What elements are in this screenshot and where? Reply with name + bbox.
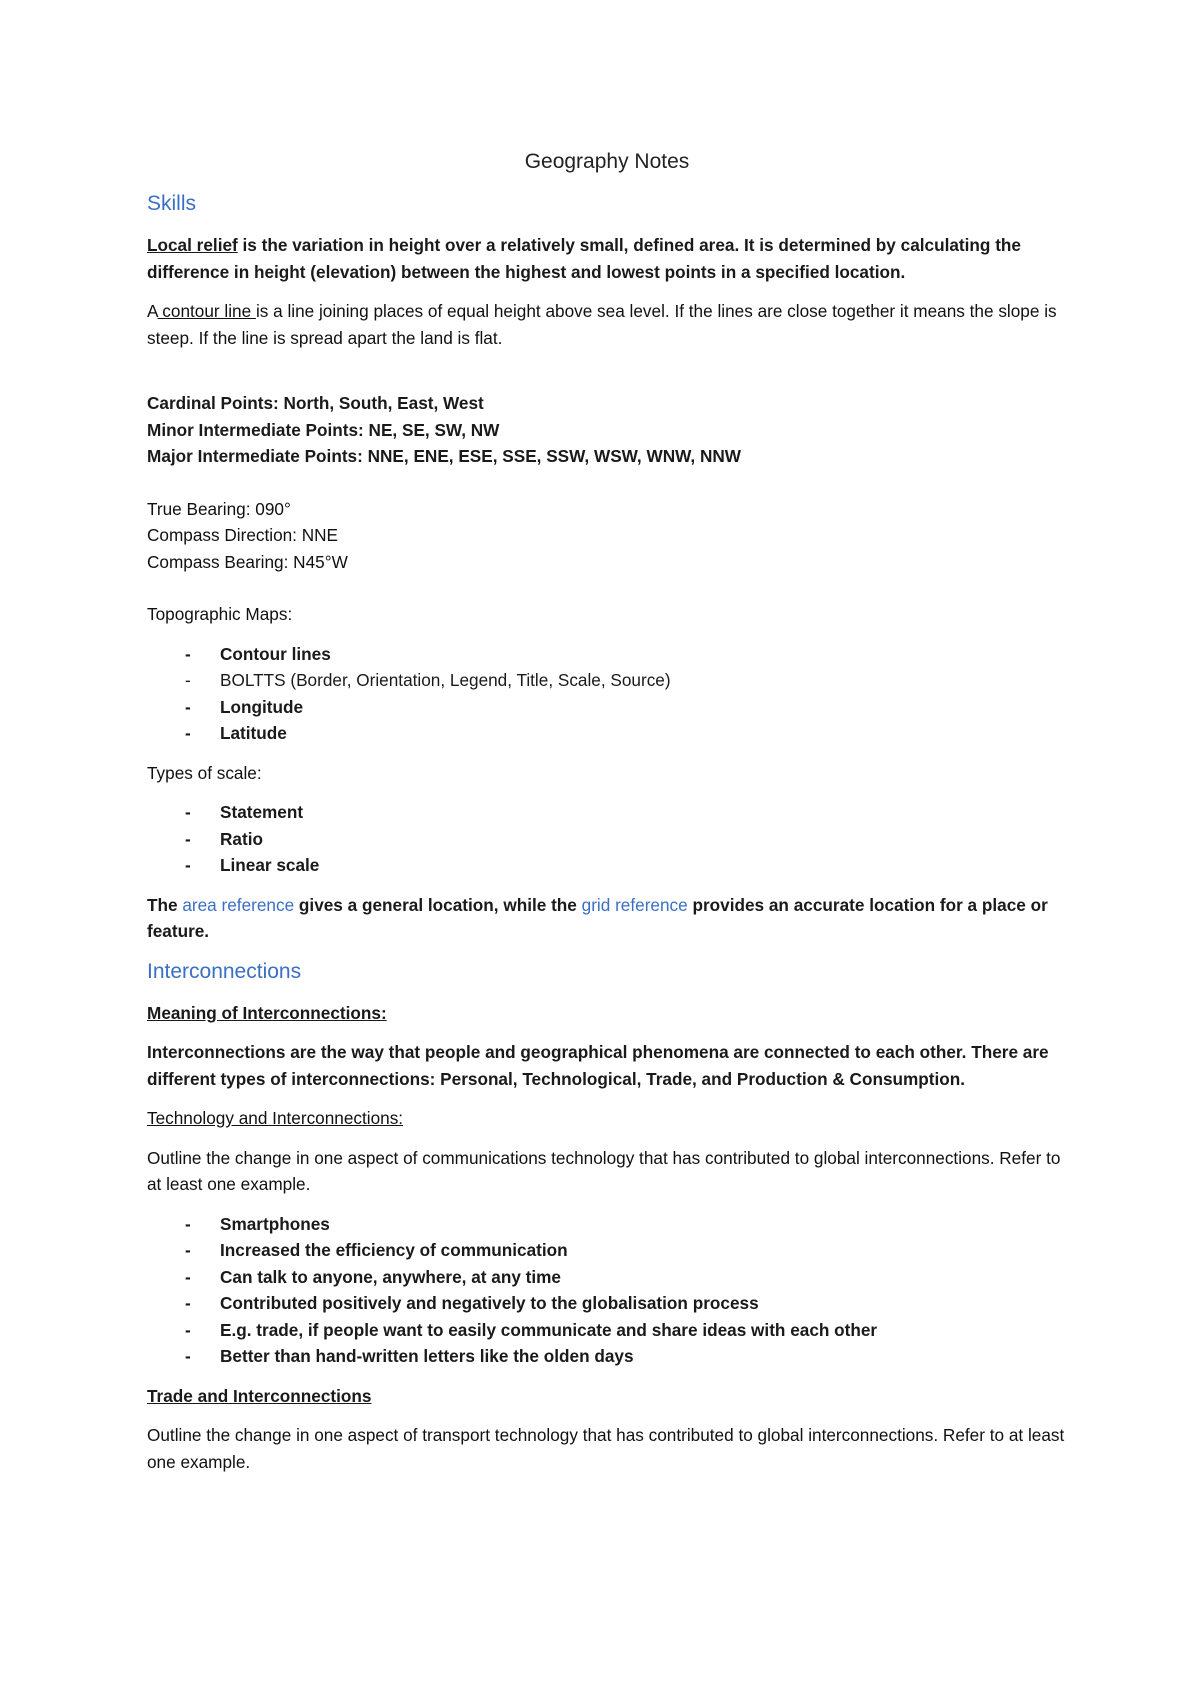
types-of-scale-list	[147, 799, 1067, 879]
major-intermediate-points-line: Major Intermediate Points: NNE, ENE, ESE, SSE, SSW, WSW, WNW, NNW	[147, 446, 741, 466]
bearings-block	[147, 496, 1067, 576]
trade-subheading: Trade and Interconnections	[147, 1385, 372, 1406]
compass-direction-line: Compass Direction: NNE	[147, 525, 339, 545]
skills-heading: Skills	[147, 192, 197, 215]
contour-line-paragraph	[147, 298, 1067, 351]
contour-prefix: A	[147, 301, 158, 321]
spacer	[147, 364, 1067, 390]
list-item: - Increased the efficiency of communication	[147, 1237, 1067, 1264]
reference-text-2: gives a general location, while the	[294, 894, 582, 915]
list-item: - Latitude	[147, 720, 1067, 747]
contour-line-term: contour line	[157, 301, 256, 321]
interconnections-heading: Interconnections	[147, 959, 302, 983]
list-item: - Better than hand-written letters like the olden days	[147, 1343, 1067, 1370]
trade-question: Outline the change in one aspect of transport technology that has contributed to global interconnections. Refer to at least one example.	[147, 1425, 1065, 1472]
minor-intermediate-points-line: Minor Intermediate Points: NE, SE, SW, NW	[147, 419, 500, 440]
local-relief-term: Local relief	[147, 235, 238, 255]
list-item: - Ratio	[147, 826, 1067, 853]
reference-text-3: provides an accurate location for a place or feature.	[147, 894, 1048, 941]
contour-line-text: is a line joining places of equal height above sea level. If the lines are close together it means the slope is steep. If the line is spread apart the land is flat.	[147, 301, 1057, 348]
list-item: - Linear scale	[147, 852, 1067, 879]
topographic-maps-label: Topographic Maps:	[147, 604, 293, 624]
spacer	[147, 575, 1067, 601]
technology-list	[147, 1211, 1067, 1370]
area-reference-term: area reference	[182, 894, 295, 915]
list-item: - Smartphones	[147, 1211, 1067, 1238]
technology-question: Outline the change in one aspect of communications technology that has contributed to global interconnections. Refer to at least one example.	[147, 1147, 1061, 1194]
reference-text-1: The	[147, 894, 183, 915]
list-item: - Contour lines	[147, 641, 1067, 668]
list-item: - Can talk to anyone, anywhere, at any time	[147, 1264, 1067, 1291]
compass-points-block	[147, 390, 1067, 470]
document-title: Geography Notes	[524, 150, 690, 173]
cardinal-points-line: Cardinal Points: North, South, East, West	[147, 393, 484, 413]
types-of-scale-label: Types of scale:	[147, 762, 262, 783]
compass-bearing-line: Compass Bearing: N45°W	[147, 551, 348, 572]
document-body	[147, 148, 1067, 1488]
grid-reference-term: grid reference	[581, 894, 688, 915]
list-item: - Statement	[147, 799, 1067, 826]
list-item: - Contributed positively and negatively to the globalisation process	[147, 1290, 1067, 1317]
spacer	[147, 470, 1067, 496]
meaning-subheading: Meaning of Interconnections:	[147, 1002, 387, 1023]
list-item: - BOLTTS (Border, Orientation, Legend, Title, Scale, Source)	[147, 667, 1067, 694]
true-bearing-line: True Bearing: 090°	[147, 498, 291, 519]
topographic-maps-list	[147, 641, 1067, 747]
meaning-paragraph: Interconnections are the way that people and geographical phenomena are connected to each other. There are different types of interconnections: Personal, Technological, Trade, and Production & Consumption.	[147, 1042, 1049, 1089]
list-item: - Longitude	[147, 694, 1067, 721]
local-relief-paragraph	[147, 232, 1067, 285]
technology-subheading: Technology and Interconnections:	[147, 1108, 404, 1128]
local-relief-text: is the variation in height over a relatively small, defined area. It is determined by calculating the difference in height (elevation) between the highest and lowest points in a specified location.	[147, 235, 1021, 282]
list-item: - E.g. trade, if people want to easily communicate and share ideas with each other	[147, 1317, 1067, 1344]
reference-paragraph	[147, 892, 1067, 945]
